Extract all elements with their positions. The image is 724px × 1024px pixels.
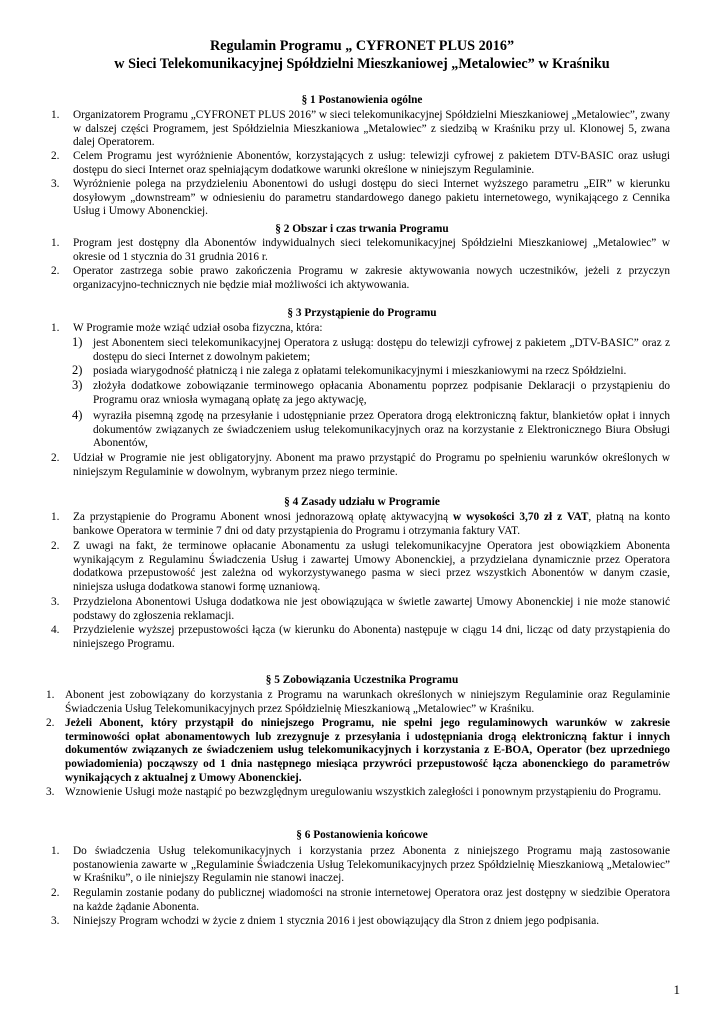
item-number: 2.	[51, 540, 60, 552]
section-2-heading: § 2 Obszar i czas trwania Programu	[275, 223, 449, 235]
section-4-item-2	[51, 540, 670, 595]
section-4-item-4	[51, 624, 670, 651]
item-text: Operator zastrzega sobie prawo zakończenia Programu w zakresie aktywowania nowych uczestników, jeżeli z przyczyn organizacyjno-technicznych nie będzie miał możliwości ich aktywowania.	[73, 265, 670, 291]
item-number: 2.	[51, 452, 60, 464]
subitem-number: 1)	[72, 335, 83, 349]
subitem-number: 3)	[72, 378, 83, 392]
section-6-item-1	[51, 845, 670, 886]
section-5-heading: § 5 Zobowiązania Uczestnika Programu	[265, 674, 459, 686]
item-text: Udział w Programie nie jest obligatoryjny. Abonent ma prawo przystąpić do Programu po spełnieniu warunków określonych w niniejszym Regulaminie w dowolnym, wybranym przez niego terminie.	[73, 452, 670, 478]
item-number: 2.	[51, 150, 60, 162]
item-text: Przydzielona Abonentowi Usługa dodatkowa nie jest obowiązująca w świetle zawartej Umowy Abonenckiej i nie może stanowić podstawy do zgłoszenia reklamacji.	[73, 596, 670, 622]
item-text: Do świadczenia Usług telekomunikacyjnych i korzystania przez Abonenta z niniejszego Programu mają zastosowanie postanowienia zawarte w „Regulaminie Świadczenia Usług Telekomunikacyjnych przez Spółdzielnię Mieszkaniową „Metalowiec” w Kraśniku”, o ile niniejszy Regulamin nie stanowi inaczej.	[73, 845, 670, 885]
item-number: 3.	[51, 178, 60, 190]
subitem-text: posiada wiarygodność płatniczą i nie zalega z opłatami telekomunikacyjnymi i mieszkaniowymi na rzecz Spółdzielni.	[93, 365, 627, 377]
item-text: Celem Programu jest wyróżnienie Abonentów, korzystających z usług: telewizji cyfrowej z pakietem DTV-BASIC oraz usługi dostępu do sieci Internet oraz spełniającym dodatkowe warunki określone w niniejszym Regulaminie.	[73, 150, 670, 176]
section-5-item-2	[46, 717, 670, 786]
section-4-item-1	[51, 511, 671, 538]
section-1-item-1	[51, 109, 670, 150]
item-text: Niniejszy Program wchodzi w życie z dniem 1 stycznia 2016 i jest obowiązujący dla Stron z dniem jego podpisania.	[73, 915, 600, 927]
item-number: 3.	[51, 596, 60, 608]
item-text: Program jest dostępny dla Abonentów indywidualnych sieci telekomunikacyjnej Spółdzielni Mieszkaniowej „Metalowiec” w okresie od 1 stycznia do 31 grudnia 2016 r.	[73, 237, 670, 263]
item-text: Z uwagi na fakt, że terminowe opłacanie Abonamentu za usługi telekomunikacyjne Operatora jest obowiązkiem Abonenta wynikającym z Regulaminu Świadczenia Usług i zawartej Umowy Abonenckiej, a przydzielana dynamicznie przez Operatora dodatkowa przepustowość jest zależna od wykorzystywanego pasma w sieci przez wszystkich Abonentów w danym czasie, niniejsza usługa dodatkowa stanowi formę uznaniową.	[73, 540, 670, 594]
section-4-item-3	[51, 596, 670, 623]
item-text-start: Za przystąpienie do Programu Abonent wnosi jednorazową opłatę aktywacyjną	[73, 511, 453, 523]
section-3-subitem-1	[72, 335, 670, 364]
item-text: Regulamin zostanie podany do publicznej wiadomości na stronie internetowej Operatora oraz jest dostępny w siedzibie Operatora na każde żądanie Abonenta.	[73, 887, 670, 913]
section-3-subitem-3	[72, 378, 670, 407]
subitem-text: jest Abonentem sieci telekomunikacyjnej Operatora z usługą: dostępu do telewizji cyfrowej z pakietem „DTV-BASIC” oraz z dostępu do sieci Internet z dowolnym pakietem;	[93, 337, 670, 363]
item-text: W Programie może wziąć udział osoba fizyczna, która:	[73, 322, 323, 334]
item-number: 2.	[51, 265, 60, 277]
item-text: Organizatorem Programu „CYFRONET PLUS 2016” w sieci telekomunikacyjnej Spółdzielni Mieszkaniowej „Metalowiec”, zwany w dalszej części Programem, jest Spółdzielnia Mieszkaniowa „Metalowiec” z siedzibą w Kraśniku przy ul. Klonowej 5, zwana dalej Operatorem.	[73, 109, 670, 149]
section-6-item-2	[51, 887, 670, 914]
document-title-line-2: w Sieci Telekomunikacyjnej Spółdzielni Mieszkaniowej „Metalowiec” w Kraśniku	[114, 56, 610, 72]
item-number: 1.	[51, 845, 60, 857]
section-2-item-1	[51, 237, 670, 264]
section-1-heading: § 1 Postanowienia ogólne	[301, 94, 423, 106]
item-number: 3.	[51, 915, 60, 927]
item-text: Jeżeli Abonent, który przystąpił do niniejszego Programu, nie spełni jego regulaminowych warunków w zakresie terminowości opłat abonamentowych lub zrezygnuje z przesyłania i udostępniania drogą elektroniczną faktur i innych dokumentów związanych ze świadczeniem usług telekomunikacyjnych i korzystania z E-BOA, Operator (bez uprzedniego powiadomienia) począwszy od 1 dnia następnego miesiąca przywróci przepustowość łącza abonenckiego do parametrów wynikających z aktualnej z Umowy Abonenckiej.	[65, 717, 670, 784]
item-number: 1.	[51, 237, 60, 249]
section-4-heading: § 4 Zasady udziału w Programie	[284, 496, 440, 508]
section-3-item-1	[51, 322, 670, 336]
section-1-item-3	[51, 178, 670, 219]
item-number: 2.	[51, 887, 60, 899]
item-number: 3.	[46, 786, 55, 798]
item-number: 1.	[51, 511, 60, 523]
item-number: 1.	[51, 322, 60, 334]
item-number: 1.	[51, 109, 60, 121]
section-3-subitem-2	[72, 363, 670, 379]
subitem-text: złożyła dodatkowe zobowiązanie terminowego opłacania Abonamentu poprzez podpisanie Deklaracji o przystąpieniu do Programu oraz wniosła wymaganą opłatę za jego aktywację,	[93, 380, 670, 406]
section-3-item-2	[51, 452, 670, 479]
item-number: 1.	[46, 689, 55, 701]
section-1-item-2	[51, 150, 670, 177]
item-text: Wyróżnienie polega na przydzieleniu Abonentowi do usługi dostępu do sieci Internet wyższego parametru „EIR” w kierunku dosyłowym „downstream” w odniesieniu do parametru standardowego danego pakietu internetowego, wynikającego z Cennika Usług i Umowy Abonenckiej.	[73, 178, 670, 218]
section-5-item-1	[46, 689, 670, 716]
item-text: Przydzielenie wyższej przepustowości łącza (w kierunku do Abonenta) następuje w ciągu 14 dni, licząc od daty przystąpienia do niniejszego Programu.	[73, 624, 670, 650]
item-number: 2.	[46, 717, 55, 729]
subitem-number: 4)	[72, 408, 83, 422]
section-2-item-2	[51, 265, 670, 292]
document-title-line-1: Regulamin Programu „ CYFRONET PLUS 2016”	[209, 38, 515, 54]
page-number: 1	[673, 982, 680, 997]
item-text: Abonent jest zobowiązany do korzystania z Programu na warunkach określonych w niniejszym Regulaminie oraz Regulaminie Świadczenia Usług Telekomunikacyjnych przez Spółdzielnię Mieszkaniową „Metalowiec” w Kraśniku.	[65, 689, 670, 715]
item-text: Wznowienie Usługi może nastąpić po bezwzględnym uregulowaniu wszystkich zaległości i ponownym przystąpieniu do Programu.	[65, 786, 662, 798]
subitem-text: wyraziła pisemną zgodę na przesyłanie i udostępnianie przez Operatora drogą elektroniczną faktur, blankietów opłat i innych dokumentów związanych ze świadczeniem usług telekomunikacyjnych oraz na korzystanie z Elektronicznego Biura Obsługi Abonentów,	[93, 410, 670, 450]
section-3-heading: § 3 Przystąpienie do Programu	[287, 307, 437, 319]
section-6-heading: § 6 Postanowienia końcowe	[296, 829, 428, 841]
section-3-subitem-4	[72, 408, 670, 451]
item-number: 4.	[51, 624, 60, 636]
item-text-end: , płatną na konto bankowe Operatora w terminie 7 dni od daty przystąpienia do Programu i otrzymania faktury VAT.	[73, 511, 671, 537]
subitem-number: 2)	[72, 363, 83, 377]
section-6-item-3	[51, 915, 670, 929]
section-5-item-3	[46, 786, 670, 800]
activation-fee-amount: w wysokości 3,70 zł z VAT	[453, 511, 589, 523]
